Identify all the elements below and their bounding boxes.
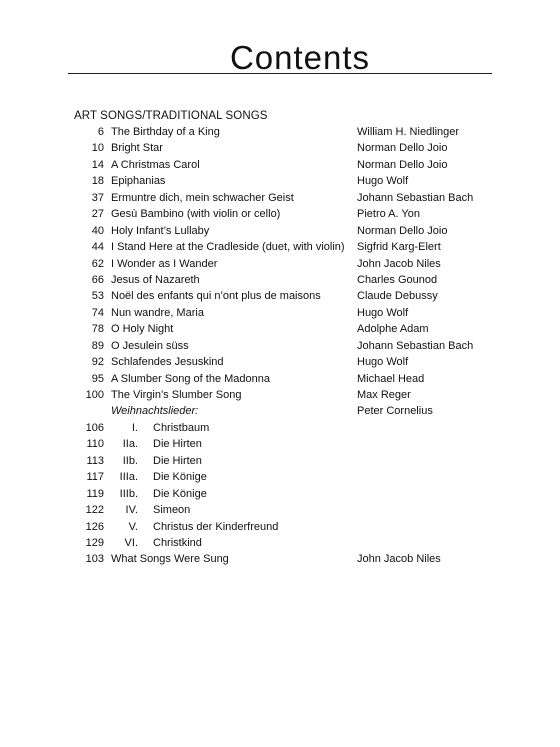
page-number: 37 — [91, 191, 104, 204]
cycle-part-row — [74, 453, 494, 469]
song-title: Epiphanias — [111, 175, 166, 188]
song-title: Noël des enfants qui n’ont plus de maisons — [111, 290, 321, 303]
page-number: 95 — [91, 372, 104, 385]
song-title: I Wonder as I Wander — [111, 257, 218, 270]
page-number: 78 — [91, 323, 104, 336]
title-divider — [68, 73, 492, 74]
toc-row — [74, 124, 494, 140]
composer-name: Norman Dello Joio — [357, 142, 448, 155]
song-title: I Stand Here at the Cradleside (duet, with violin) — [111, 241, 345, 254]
page-number: 53 — [91, 290, 104, 303]
song-title: A Slumber Song of the Madonna — [111, 372, 270, 385]
part-numeral: VI. — [124, 536, 138, 549]
part-numeral: I. — [131, 421, 138, 434]
toc-row — [74, 321, 494, 337]
page-title: Contents — [229, 39, 371, 76]
composer-name: Pietro A. Yon — [357, 208, 420, 221]
part-numeral: V. — [128, 520, 138, 533]
part-title: Simeon — [153, 504, 191, 517]
song-title: Jesus of Nazareth — [111, 273, 200, 286]
toc-row — [74, 338, 494, 354]
toc-row — [74, 206, 494, 222]
toc-row — [74, 305, 494, 321]
part-title: Die Könige — [153, 487, 207, 500]
cycle-part-row — [74, 535, 494, 551]
page-number: 100 — [85, 389, 104, 401]
toc-row — [74, 140, 494, 156]
page-number: 119 — [86, 487, 104, 500]
page-number: 113 — [86, 454, 104, 467]
toc-row — [74, 190, 494, 206]
composer-name: Johann Sebastian Bach — [357, 191, 474, 204]
toc-row — [74, 157, 494, 173]
cycle-title: Weihnachtslieder: — [111, 405, 199, 418]
toc-row — [74, 223, 494, 239]
toc-row — [74, 354, 494, 370]
toc-row — [74, 256, 494, 272]
toc-row — [74, 173, 494, 189]
page-number: 18 — [91, 175, 104, 188]
part-title: Christbaum — [153, 421, 210, 434]
part-numeral: IV. — [125, 504, 138, 517]
page-number: 106 — [85, 421, 104, 434]
toc-row — [74, 288, 494, 304]
composer-name: Max Reger — [357, 389, 411, 401]
composer-name: Charles Gounod — [357, 273, 438, 286]
song-title: The Virgin’s Slumber Song — [111, 389, 242, 401]
composer-name: John Jacob Niles — [357, 257, 441, 270]
composer-name: Michael Head — [357, 372, 425, 385]
cycle-part-row — [74, 436, 494, 452]
section-heading: ART SONGS/TRADITIONAL SONGS — [74, 110, 268, 122]
page-number: 122 — [85, 504, 104, 517]
composer-name: William H. Niedlinger — [357, 126, 460, 138]
cycle-part-row — [74, 519, 494, 535]
toc-row — [74, 551, 494, 567]
song-title: Gesù Bambino (with violin or cello) — [111, 208, 281, 221]
part-title: Die Hirten — [153, 454, 202, 467]
song-title: Bright Star — [111, 142, 163, 155]
page-number: 66 — [91, 273, 104, 286]
page-number: 6 — [97, 126, 104, 138]
composer-name: Hugo Wolf — [357, 306, 409, 319]
song-title: Schlafendes Jesuskind — [111, 356, 224, 369]
part-title: Die Könige — [153, 471, 207, 484]
page-number: 40 — [91, 224, 104, 237]
song-title: O Holy Night — [111, 323, 174, 336]
page-number: 92 — [91, 356, 104, 369]
cycle-part-row — [74, 469, 494, 485]
composer-name: Hugo Wolf — [357, 356, 409, 369]
composer-name: Johann Sebastian Bach — [357, 339, 474, 352]
page-number: 62 — [91, 257, 104, 270]
composer-name: Norman Dello Joio — [357, 224, 448, 237]
cycle-heading-row — [74, 403, 494, 419]
toc-row — [74, 272, 494, 288]
composer-name: Peter Cornelius — [357, 405, 433, 418]
toc-row — [74, 239, 494, 255]
composer-name: Hugo Wolf — [357, 175, 409, 188]
page-number: 74 — [91, 306, 104, 319]
page-number: 44 — [91, 241, 104, 254]
page-number: 27 — [91, 208, 104, 221]
song-title: The Birthday of a King — [111, 126, 220, 138]
page-number: 110 — [86, 438, 104, 451]
song-title: Holy Infant’s Lullaby — [111, 224, 210, 237]
toc-row — [74, 371, 494, 387]
page-number: 103 — [85, 553, 104, 566]
page-number: 126 — [85, 520, 104, 533]
page-number: 129 — [85, 536, 104, 549]
composer-name: Claude Debussy — [357, 290, 438, 303]
cycle-part-row — [74, 486, 494, 502]
page-number: 89 — [91, 339, 104, 352]
part-title: Die Hirten — [153, 438, 202, 451]
song-title: What Songs Were Sung — [111, 553, 229, 566]
part-title: Christus der Kinderfreund — [153, 520, 279, 533]
song-title: O Jesulein süss — [111, 339, 189, 352]
cycle-part-row — [74, 420, 494, 436]
composer-name: Adolphe Adam — [357, 323, 429, 336]
part-numeral: IIIa. — [119, 471, 138, 484]
part-title: Christkind — [153, 536, 202, 549]
table-of-contents — [74, 124, 494, 568]
composer-name: Sigfrid Karg-Elert — [357, 241, 441, 254]
song-title: A Christmas Carol — [111, 158, 200, 171]
page-number: 14 — [91, 158, 104, 171]
page-number: 10 — [91, 142, 104, 155]
part-numeral: IIb. — [122, 454, 138, 467]
part-numeral: IIIb. — [119, 487, 138, 500]
composer-name: John Jacob Niles — [357, 553, 441, 566]
song-title: Ermuntre dich, mein schwacher Geist — [111, 191, 294, 204]
composer-name: Norman Dello Joio — [357, 158, 448, 171]
cycle-part-row — [74, 502, 494, 518]
toc-row — [74, 387, 494, 403]
part-numeral: IIa. — [122, 438, 138, 451]
song-title: Nun wandre, Maria — [111, 306, 204, 319]
page-number: 117 — [86, 471, 104, 484]
